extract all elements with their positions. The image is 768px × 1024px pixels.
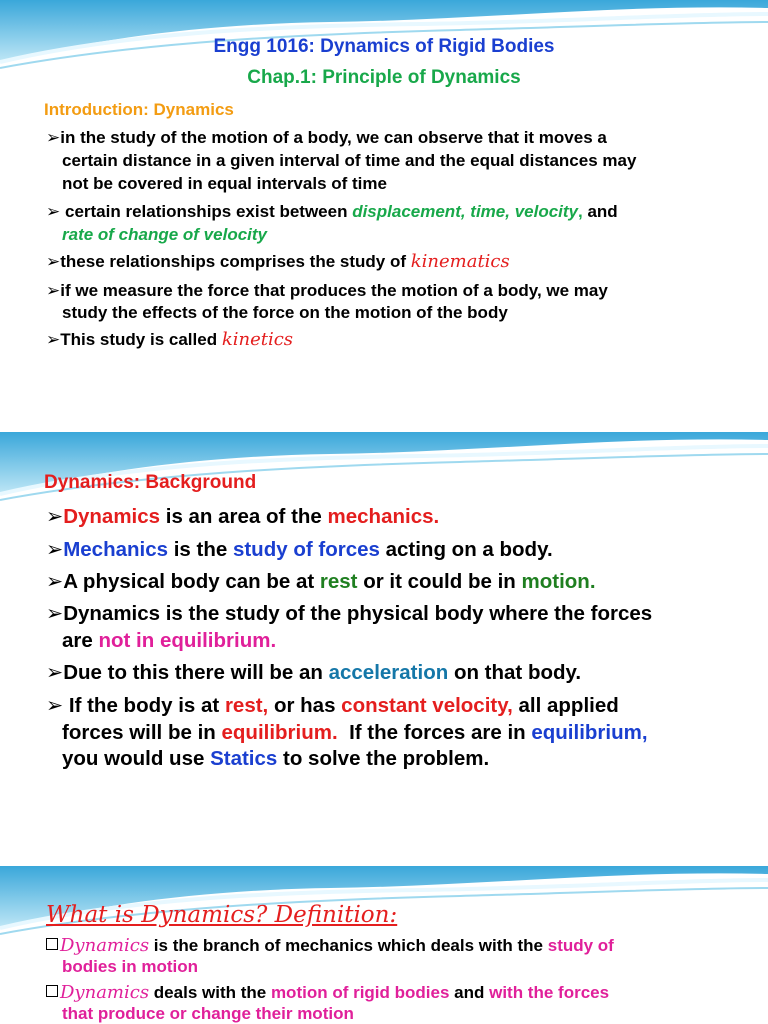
- bullet-text: If the forces are in: [337, 721, 532, 744]
- term-motion: motion.: [521, 570, 596, 593]
- slide-2: [0, 432, 768, 840]
- bullet-item: [46, 279, 608, 303]
- bullet-text: If the body is at: [63, 694, 225, 717]
- bullet-item: [46, 659, 581, 686]
- bullet-item: [46, 536, 553, 563]
- bullet-text: is an area of the: [160, 505, 328, 528]
- term-mechanics: Mechanics: [63, 538, 169, 561]
- slide-3: [0, 866, 768, 1024]
- bullet-text-continued: study the effects of the force on the motion of the body: [62, 303, 508, 322]
- bullet-item: [46, 692, 619, 719]
- bullet-text: acting on a body.: [379, 538, 553, 561]
- arrow-bullet-icon: ➢: [46, 537, 64, 561]
- bullet-text: forces will be in: [62, 721, 222, 744]
- bullet-text: is the branch of mechanics which deals with the: [149, 936, 548, 955]
- slide-subtitle: Chap.1: Principle of Dynamics: [247, 67, 521, 88]
- bullet-item: [46, 200, 618, 224]
- bullet-item: [46, 503, 439, 530]
- bullet-item: [46, 568, 596, 595]
- term-dynamics: Dynamics: [60, 935, 150, 956]
- bullet-text: and: [582, 202, 618, 221]
- bullet-text: A physical body can be at: [63, 570, 320, 593]
- arrow-bullet-icon: ➢: [46, 693, 64, 717]
- term-acceleration: acceleration: [328, 661, 449, 684]
- arrow-bullet-icon: ➢: [46, 252, 61, 272]
- bullet-text-continued: not be covered in equal intervals of time: [62, 174, 387, 193]
- bullet-item: [46, 126, 607, 150]
- arrow-bullet-icon: ➢: [46, 128, 61, 148]
- term-not-in-equilibrium: not in equilibrium.: [98, 629, 277, 652]
- arrow-bullet-icon: ➢: [46, 601, 64, 625]
- bullet-text: are: [62, 629, 99, 652]
- bullet-text: you would use: [62, 747, 211, 770]
- bullet-item: [46, 600, 652, 627]
- bullet-text-continued: [62, 627, 276, 654]
- checkbox-bullet-icon: [46, 938, 58, 950]
- section-heading: What is Dynamics? Definition:: [46, 902, 398, 928]
- bullet-text: on that body.: [448, 661, 582, 684]
- arrow-bullet-icon: ➢: [46, 281, 61, 301]
- bullet-text: and: [449, 983, 490, 1002]
- arrow-bullet-icon: ➢: [46, 504, 64, 528]
- bullet-text-continued: certain distance in a given interval of time and the equal distances may: [62, 151, 637, 170]
- term-study-of: study of: [547, 936, 614, 955]
- bullet-text: or it could be in: [357, 570, 522, 593]
- bullet-item: [46, 250, 510, 274]
- bullet-text: or has: [268, 694, 342, 717]
- term-statics: Statics: [210, 747, 278, 770]
- term-with-the-forces: with the forces: [489, 983, 610, 1002]
- slide-1: [0, 0, 768, 420]
- bullet-text: if we measure the force that produces the motion of a body, we may: [60, 281, 608, 300]
- term-dynamics: Dynamics: [63, 505, 161, 528]
- term-dynamics: Dynamics: [60, 982, 150, 1003]
- bullet-text: Due to this there will be an: [63, 661, 329, 684]
- kinematics-term: kinematics: [410, 251, 510, 272]
- emphasis-terms: displacement, time, velocity: [352, 202, 579, 221]
- term-rest: rest: [319, 570, 358, 593]
- arrow-bullet-icon: ➢: [46, 202, 61, 222]
- term-study-of-forces: study of forces: [232, 538, 380, 561]
- bullet-text-continued: [62, 719, 648, 746]
- bullet-text: is the: [168, 538, 233, 561]
- bullet-text-continued: bodies in motion: [62, 957, 198, 976]
- comma: ,: [578, 202, 583, 221]
- bullet-text: all applied: [512, 694, 619, 717]
- section-heading: Dynamics: Background: [44, 472, 257, 493]
- kinetics-term: kinetics: [221, 329, 294, 350]
- bullet-text: deals with the: [149, 983, 271, 1002]
- bullet-item: [46, 328, 293, 352]
- bullet-item: [46, 935, 614, 956]
- bullet-text-continued: [62, 745, 489, 772]
- bullet-item: [46, 982, 609, 1003]
- term-mechanics: mechanics.: [327, 505, 440, 528]
- section-heading: Introduction: Dynamics: [44, 100, 234, 119]
- bullet-text: certain relationships exist between: [64, 202, 353, 221]
- term-motion-of-rigid-bodies: motion of rigid bodies: [270, 983, 450, 1002]
- bullet-text: in the study of the motion of a body, we can observe that it moves a: [60, 128, 607, 147]
- bullet-text: This study is called: [60, 330, 222, 349]
- term-rest: rest,: [224, 694, 269, 717]
- checkbox-bullet-icon: [46, 985, 58, 997]
- term-equilibrium: equilibrium,: [531, 721, 648, 744]
- emphasis-terms: rate of change of velocity: [62, 225, 267, 244]
- bullet-text: to solve the problem.: [277, 747, 490, 770]
- arrow-bullet-icon: ➢: [46, 569, 64, 593]
- term-constant-velocity: constant velocity,: [341, 694, 513, 717]
- bullet-text: Dynamics is the study of the physical body where the forces: [63, 602, 653, 625]
- arrow-bullet-icon: ➢: [46, 660, 64, 684]
- arrow-bullet-icon: ➢: [46, 330, 61, 350]
- term-equilibrium: equilibrium.: [221, 721, 338, 744]
- bullet-text: these relationships comprises the study of: [60, 252, 411, 271]
- slide-title: Engg 1016: Dynamics of Rigid Bodies: [213, 36, 555, 57]
- bullet-text-continued: that produce or change their motion: [62, 1004, 354, 1023]
